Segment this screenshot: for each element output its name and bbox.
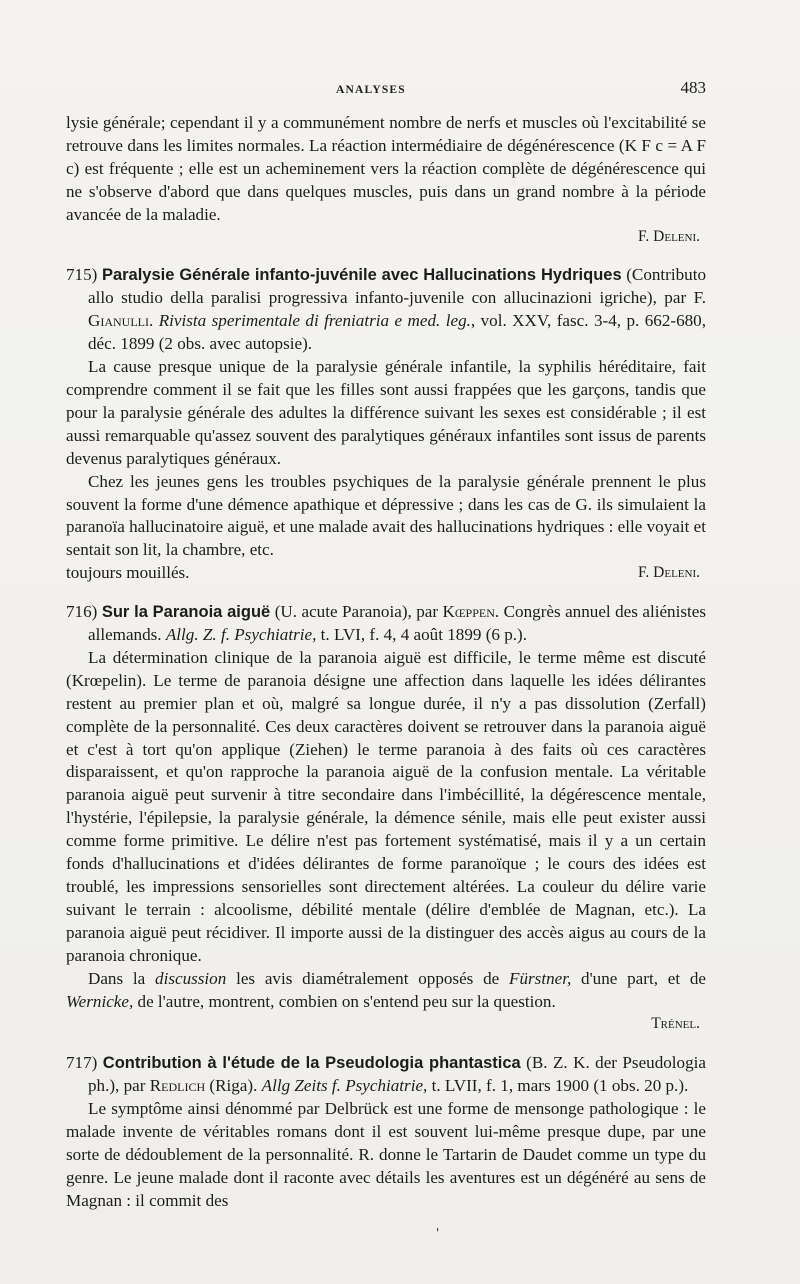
entry-716-journal: Allg. Z. f. Psychiatrie, xyxy=(165,625,317,645)
entry-717-heading xyxy=(66,1052,706,1098)
entry-717-ref-a: (B. Z. K. der Pseudologia ph.), par xyxy=(88,1053,706,1096)
entry-716-ref-c: t. LVI, f. 4, 4 août 1899 (6 p.). xyxy=(316,625,528,645)
entry-716-p2-a: Dans la xyxy=(88,968,156,988)
entry-715-paragraph-2-end: toujours mouillés. xyxy=(66,563,190,583)
entry-716-signature: Trénel. xyxy=(651,1015,700,1033)
entry-716-p2-wernicke: Wernicke, xyxy=(66,991,134,1011)
entry-716-title: Sur la Paranoia aiguë xyxy=(101,603,271,622)
entry-716-p2-c: d'une part, et de xyxy=(571,968,707,988)
entry-717-ref-c: t. LVII, f. 1, mars 1900 (1 obs. 20 p.). xyxy=(427,1076,689,1096)
entry-715-number: 715) xyxy=(66,265,98,285)
entry-715-ref-a: (Contributo allo studio della paralisi progressiva infanto-juvenile con allucinazioni igriche), par F. xyxy=(88,265,706,308)
entry-716-p2-d: de l'autre, montrent, combien on s'entend peu sur la question. xyxy=(133,991,556,1011)
entry-716-p2-discussion: discussion xyxy=(155,968,227,988)
entry-715-heading xyxy=(66,264,706,356)
entry-715-ref-b: . xyxy=(149,311,159,331)
page-body xyxy=(66,112,706,1213)
entry-717-journal: Allg Zeits f. Psychiatrie, xyxy=(261,1076,428,1096)
entry-717-ref-b: (Riga). xyxy=(205,1076,262,1096)
entry-717-title: Contribution à l'étude de la Pseudologia phantastica xyxy=(102,1054,521,1073)
entry-716-p2-b: les avis diamétralement opposés de xyxy=(226,968,510,988)
entry-716-author: Kœppen xyxy=(442,602,495,622)
entry-715-paragraph-2: Chez les jeunes gens les troubles psychiques de la paralysie générale prennent le plus souvent la forme d'une démence apathique et dépressive ; dans les cas de G. ils simulaient la paranoïa hallucinatoire aiguë, et une malade avait des hallucinations hydriques : elle voyait et sentait son lit, la chambre, etc. xyxy=(66,471,706,560)
page-number: 483 xyxy=(680,78,706,97)
entry-715-author: Gianulli xyxy=(88,311,149,331)
footer-mark: ' xyxy=(436,1226,440,1240)
intro-signature: F. Deleni. xyxy=(638,227,700,245)
entry-715-paragraph-1: La cause presque unique de la paralysie générale infantile, la syphilis héréditaire, fait comprendre comment il se fait que les filles sont aussi frappées que les garçons, tandis que pour la paralysie générale des adultes la différence suivant les sexes est considérable ; il est aussi remarquable qu'assez souvent des paralytiques généraux infantiles sont issus de parents devenus paralytiques généraux. xyxy=(66,357,706,468)
entry-717-paragraph-1: Le symptôme ainsi dénommé par Delbrück est une forme de mensonge pathologique : le malade invente de véritables romans dont il est souvent lui-même presque dupe, par une sorte de dédoublement de la personnalité. R. donne le Tartarin de Daudet comme un type du genre. Le jeune malade dont il raconte avec détails les aventures est un dégénéré au sens de Magnan : il commit des xyxy=(66,1099,706,1210)
entry-715-title: Paralysie Générale infanto-juvénile avec Hallucinations Hydriques xyxy=(101,266,622,285)
entry-715-ref-c: , vol. XXV, fasc. 3-4, p. 662-680, déc. 1899 (2 obs. avec autopsie). xyxy=(88,311,706,354)
entry-715-journal: Rivista sperimentale di freniatria e med. leg. xyxy=(158,311,471,331)
entry-717-author: Redlich xyxy=(149,1076,206,1096)
entry-716-number: 716) xyxy=(66,602,98,622)
entry-716-ref-a: (U. acute Paranoia), par xyxy=(270,602,443,622)
entry-716-p2-furstner: Fürstner, xyxy=(509,968,572,988)
page-header xyxy=(66,78,706,102)
entry-715-last-line xyxy=(66,562,706,585)
entry-717-number: 717) xyxy=(66,1053,98,1073)
entry-716-paragraph-1: La détermination clinique de la paranoia aiguë est difficile, le terme même est discuté (Krœpelin). Le terme de paranoia désigne une affection dans laquelle les idées délirantes restent au premier plan et où, malgré sa longue durée, il n'y a pas dissolution (Zerfall) complète de la personnalité. Ces deux caractères doivent se retrouver dans la paranoia aiguë et c'est à tort qu'on applique (Ziehen) le terme paranoia à des faits où ces caractères disparaissent, et qu'on rapproche la paranoia aiguë de la confusion mentale. La véritable paranoia aiguë peut survenir à titre secondaire dans l'imbécillité, la dégérescence mentale, l'hystérie, l'épilepsie, la paralysie générale, la démence sénile, mais elle peut exister aussi comme forme primitive. Le délire n'est pas fortement systématisé, mais il y a un certain fonds d'hallucinations et d'idées délirantes de forme paranoïque ; le cours des idées est troublé, les impressions sensorielles sont directement altérées. La couleur du délire varie suivant le terrain : alcoolisme, débilité mentale (délire d'emblée de Magnan, etc.). La paranoia aiguë peut récidiver. Il importe aussi de la distinguer des accès aigus au cours de la paranoia chronique. xyxy=(66,647,706,965)
entry-715-signature: F. Deleni. xyxy=(638,564,700,582)
entry-716-ref-b: . Congrès annuel des aliénistes allemands. xyxy=(88,602,706,645)
entry-716-paragraph-2 xyxy=(66,968,706,1014)
entry-716-heading xyxy=(66,601,706,647)
intro-paragraph: lysie générale; cependant il y a communément nombre de nerfs et muscles où l'excitabilité se retrouve dans les limites normales. La réaction intermédiaire de dégénérescence (K F c = A F c) est fréquente ; elle est un acheminement vers la réaction complète de dégénérescence qui ne s'observe d'abord que dans quelques muscles, puis dans un grand nombre à la période avancée de la maladie. xyxy=(66,113,706,224)
running-title: ANALYSES xyxy=(336,84,406,96)
